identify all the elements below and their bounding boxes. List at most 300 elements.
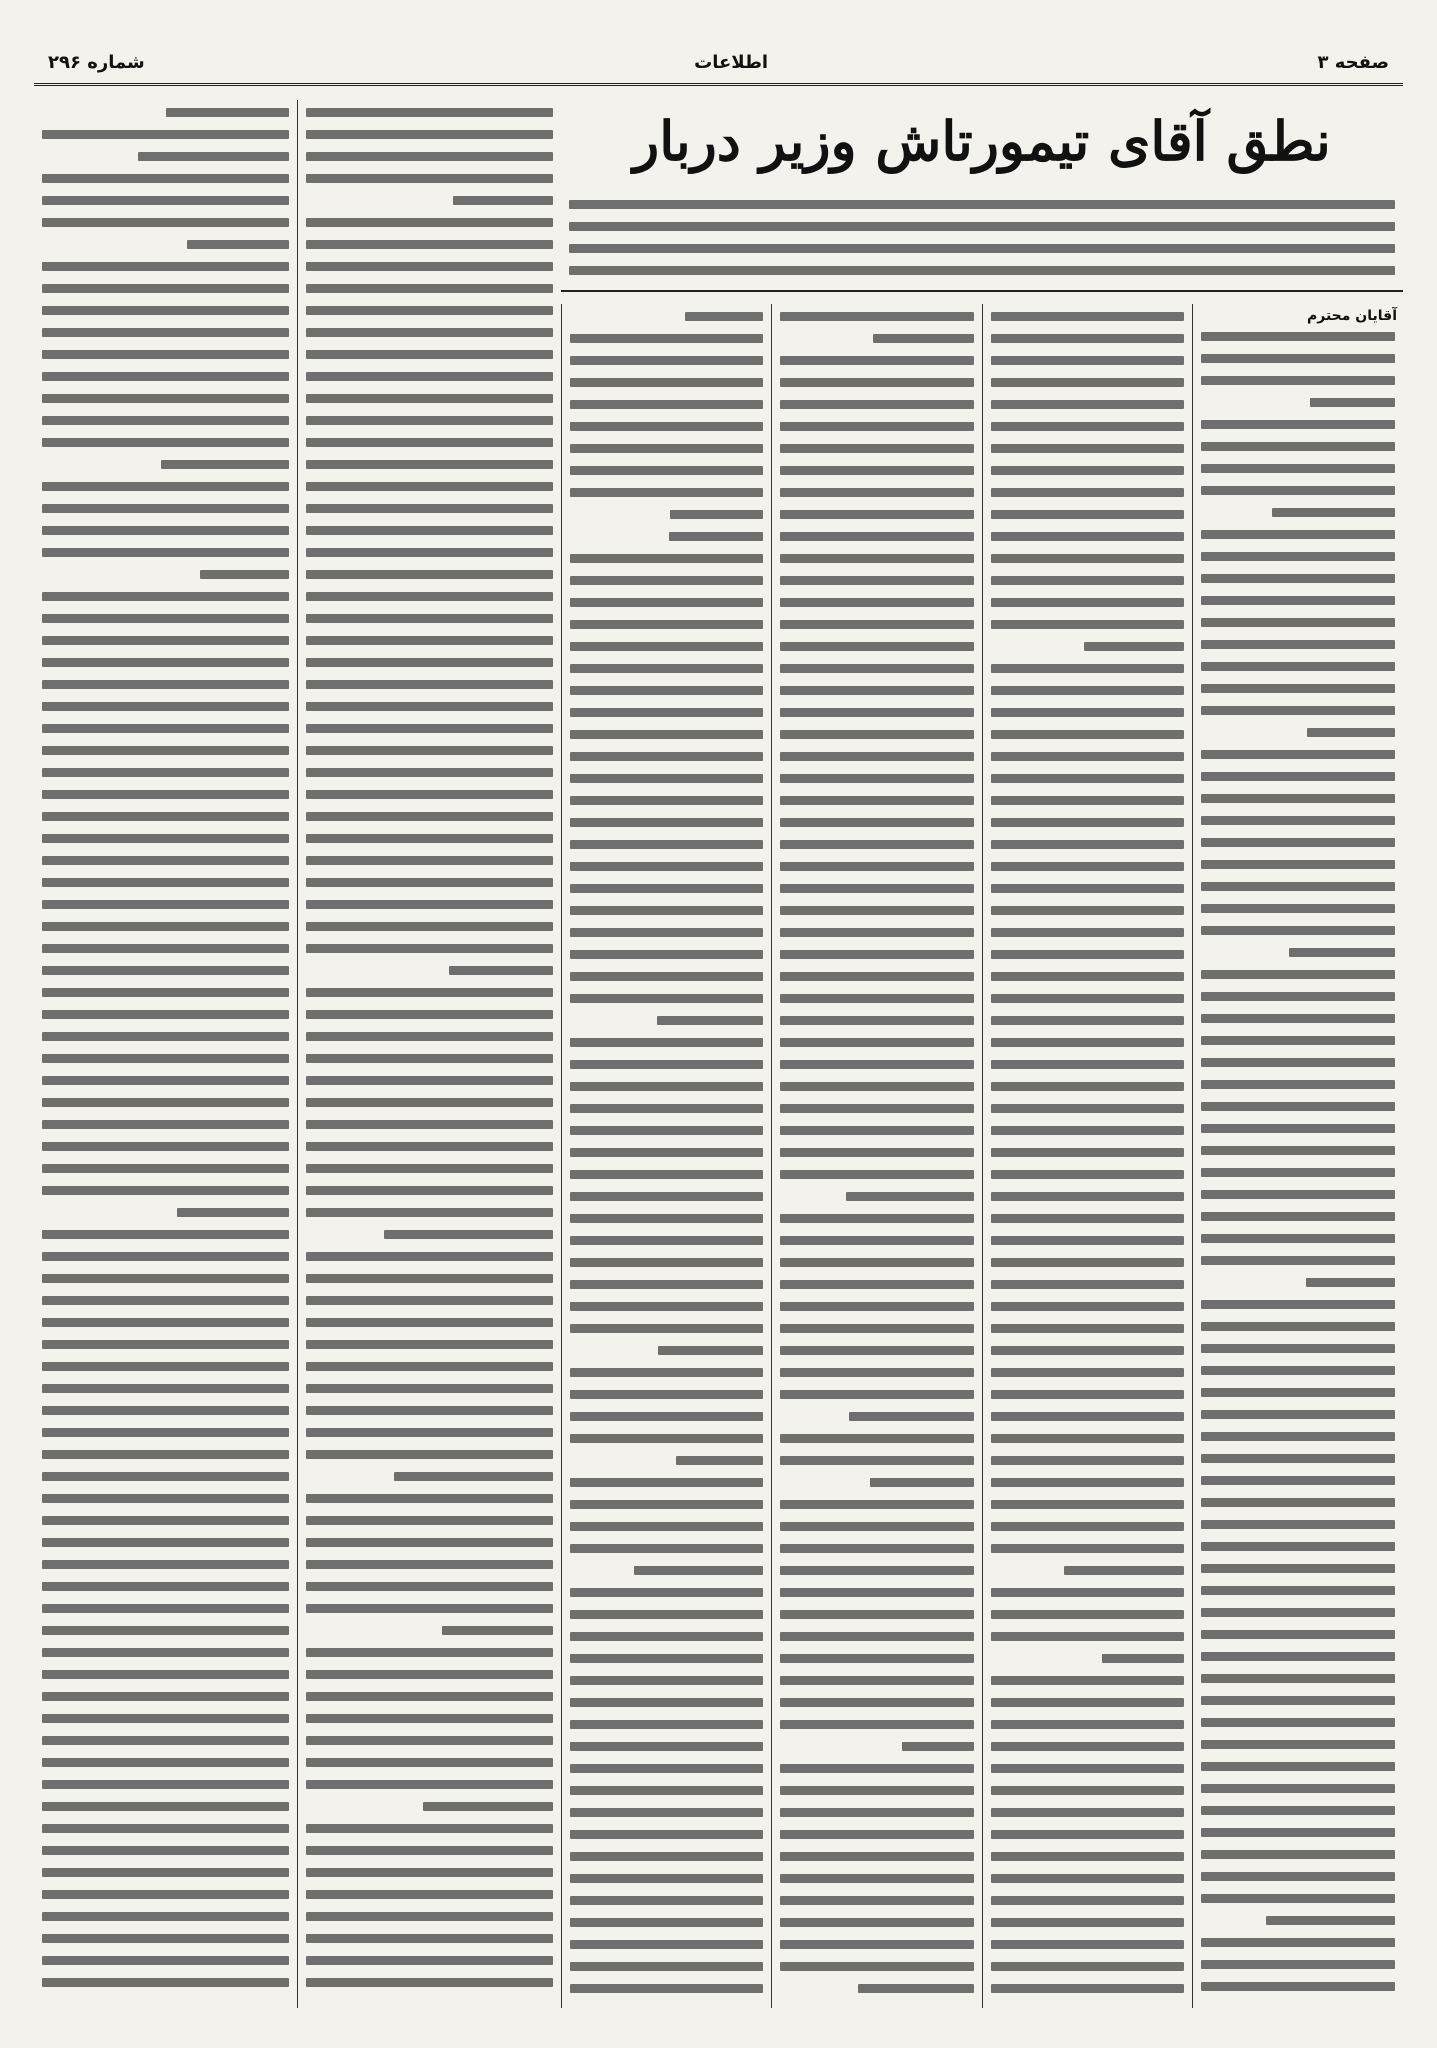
column-heading: آقایان محترم xyxy=(1306,308,1397,324)
text-line xyxy=(306,1186,553,1195)
column-2 xyxy=(982,304,1192,2008)
text-line xyxy=(42,1758,289,1767)
text-line xyxy=(42,526,289,535)
text-line xyxy=(42,1450,289,1459)
text-line xyxy=(780,1016,974,1025)
text-line xyxy=(780,1654,974,1663)
text-line xyxy=(569,244,1395,253)
text-line xyxy=(306,350,553,359)
text-line xyxy=(42,1406,289,1415)
text-line xyxy=(991,994,1184,1003)
text-line xyxy=(1201,1058,1395,1067)
article-headline: نطق آقای تیمورتاش وزیر دربار xyxy=(633,109,1331,173)
text-line xyxy=(42,284,289,293)
text-line xyxy=(780,312,974,321)
text-line xyxy=(42,658,289,667)
text-line xyxy=(780,422,974,431)
text-line xyxy=(991,972,1184,981)
text-line xyxy=(306,1736,553,1745)
text-line xyxy=(570,1060,763,1069)
text-line xyxy=(42,1560,289,1569)
text-line xyxy=(991,1148,1184,1157)
text-line xyxy=(306,526,553,535)
text-line xyxy=(570,862,763,871)
text-line xyxy=(1201,354,1395,363)
text-line xyxy=(42,1714,289,1723)
text-line xyxy=(570,1368,763,1377)
text-line xyxy=(570,1632,763,1641)
text-line xyxy=(1201,486,1395,495)
text-line xyxy=(1201,1982,1395,1991)
text-line xyxy=(1201,552,1395,561)
text-line xyxy=(42,1780,289,1789)
text-line xyxy=(780,906,974,915)
text-line xyxy=(42,1274,289,1283)
text-line xyxy=(849,1412,974,1421)
text-line xyxy=(570,1500,763,1509)
text-line xyxy=(1201,640,1395,649)
text-line xyxy=(306,1384,553,1393)
text-line xyxy=(306,372,553,381)
text-line xyxy=(306,1208,553,1217)
text-line xyxy=(570,1522,763,1531)
text-line xyxy=(780,1918,974,1927)
text-line xyxy=(780,1544,974,1553)
text-line xyxy=(780,1368,974,1377)
text-line xyxy=(42,702,289,711)
text-line xyxy=(306,1142,553,1151)
text-line xyxy=(676,1456,763,1465)
text-line xyxy=(991,862,1184,871)
text-line xyxy=(306,1362,553,1371)
text-line xyxy=(1201,442,1395,451)
text-line xyxy=(570,444,763,453)
text-line xyxy=(306,482,553,491)
text-line xyxy=(991,950,1184,959)
text-line xyxy=(42,1076,289,1085)
text-line xyxy=(780,1302,974,1311)
text-line xyxy=(306,1714,553,1723)
text-line xyxy=(780,620,974,629)
text-line xyxy=(570,356,763,365)
text-line xyxy=(991,378,1184,387)
masthead xyxy=(34,42,1403,86)
text-line xyxy=(780,664,974,673)
text-line xyxy=(200,570,289,579)
text-line xyxy=(570,598,763,607)
text-line xyxy=(42,350,289,359)
text-line xyxy=(780,950,974,959)
text-line xyxy=(42,988,289,997)
newspaper-page xyxy=(34,42,1403,2012)
text-line xyxy=(306,1890,553,1899)
text-line xyxy=(780,1148,974,1157)
text-line xyxy=(780,1258,974,1267)
text-line xyxy=(570,884,763,893)
text-line xyxy=(570,950,763,959)
text-line xyxy=(570,1874,763,1883)
text-line xyxy=(991,796,1184,805)
text-line xyxy=(991,730,1184,739)
text-line xyxy=(1201,1300,1395,1309)
text-line xyxy=(570,1698,763,1707)
text-line xyxy=(306,834,553,843)
text-line xyxy=(306,284,553,293)
text-line xyxy=(1201,1828,1395,1837)
text-line xyxy=(780,1610,974,1619)
text-line xyxy=(991,1852,1184,1861)
text-line xyxy=(1201,1102,1395,1111)
text-line xyxy=(991,1588,1184,1597)
text-line xyxy=(306,504,553,513)
text-line xyxy=(780,1786,974,1795)
text-line xyxy=(570,818,763,827)
text-line xyxy=(306,724,553,733)
text-line xyxy=(991,1698,1184,1707)
text-line xyxy=(42,900,289,909)
text-line xyxy=(1201,1498,1395,1507)
text-line xyxy=(991,334,1184,343)
text-line xyxy=(858,1984,974,1993)
text-line xyxy=(780,1830,974,1839)
text-line xyxy=(1102,1654,1184,1663)
text-line xyxy=(42,1318,289,1327)
text-line xyxy=(570,972,763,981)
text-line xyxy=(42,1164,289,1173)
text-line xyxy=(306,944,553,953)
text-line xyxy=(570,334,763,343)
text-line xyxy=(42,504,289,513)
text-line xyxy=(1201,860,1395,869)
text-line xyxy=(570,1896,763,1905)
text-line xyxy=(991,1192,1184,1201)
text-line xyxy=(991,1302,1184,1311)
text-line xyxy=(42,1604,289,1613)
column-text-lines xyxy=(42,108,289,2000)
text-line xyxy=(1201,1586,1395,1595)
text-line xyxy=(1266,1916,1395,1925)
text-line xyxy=(423,1802,553,1811)
text-line xyxy=(991,1522,1184,1531)
text-line xyxy=(991,466,1184,475)
text-line xyxy=(1272,508,1395,517)
text-line xyxy=(569,266,1395,275)
text-line xyxy=(1307,728,1395,737)
text-line xyxy=(780,1698,974,1707)
text-line xyxy=(634,1566,763,1575)
text-line xyxy=(42,1186,289,1195)
text-line xyxy=(570,686,763,695)
text-line xyxy=(780,1676,974,1685)
text-line xyxy=(1306,1278,1395,1287)
text-line xyxy=(780,444,974,453)
text-line xyxy=(42,592,289,601)
text-line xyxy=(991,1280,1184,1289)
text-line xyxy=(1201,1322,1395,1331)
text-line xyxy=(570,1720,763,1729)
text-line xyxy=(1201,1762,1395,1771)
text-line xyxy=(1201,1366,1395,1375)
text-line xyxy=(780,1720,974,1729)
text-line xyxy=(780,752,974,761)
text-line xyxy=(1064,1566,1184,1575)
text-line xyxy=(991,1060,1184,1069)
text-line xyxy=(187,240,289,249)
text-line xyxy=(991,1236,1184,1245)
column-1 xyxy=(1192,304,1403,2008)
text-line xyxy=(1201,1036,1395,1045)
text-line xyxy=(42,1582,289,1591)
text-line xyxy=(306,1516,553,1525)
text-line xyxy=(1201,1014,1395,1023)
text-line xyxy=(780,1962,974,1971)
text-line xyxy=(42,724,289,733)
text-line xyxy=(780,510,974,519)
text-line xyxy=(991,510,1184,519)
text-line xyxy=(42,1626,289,1635)
text-line xyxy=(780,774,974,783)
text-line xyxy=(1201,1564,1395,1573)
text-line xyxy=(1201,662,1395,671)
text-line xyxy=(1201,1234,1395,1243)
text-line xyxy=(873,334,974,343)
text-line xyxy=(991,884,1184,893)
text-line xyxy=(570,1192,763,1201)
text-line xyxy=(570,1962,763,1971)
text-line xyxy=(1201,1410,1395,1419)
text-line xyxy=(42,768,289,777)
text-line xyxy=(42,1912,289,1921)
text-line xyxy=(42,1670,289,1679)
text-line xyxy=(991,1412,1184,1421)
text-line xyxy=(570,774,763,783)
text-line xyxy=(669,532,763,541)
text-line xyxy=(570,422,763,431)
text-line xyxy=(1201,1124,1395,1133)
text-line xyxy=(570,400,763,409)
text-line xyxy=(780,972,974,981)
text-line xyxy=(780,1104,974,1113)
text-line xyxy=(570,1852,763,1861)
text-line xyxy=(991,488,1184,497)
text-line xyxy=(780,862,974,871)
text-line xyxy=(570,1390,763,1399)
text-line xyxy=(306,394,553,403)
text-line xyxy=(780,1632,974,1641)
column-3 xyxy=(771,304,982,2008)
text-line xyxy=(780,1500,974,1509)
text-line xyxy=(570,1412,763,1421)
text-line xyxy=(166,108,289,117)
text-line xyxy=(780,1566,974,1575)
text-line xyxy=(991,774,1184,783)
text-line xyxy=(306,1560,553,1569)
text-line xyxy=(394,1472,553,1481)
text-line xyxy=(42,1472,289,1481)
text-line xyxy=(306,130,553,139)
text-line xyxy=(1201,992,1395,1001)
text-line xyxy=(780,1852,974,1861)
text-line xyxy=(1201,1960,1395,1969)
text-line xyxy=(780,1280,974,1289)
text-line xyxy=(138,152,289,161)
text-line xyxy=(991,620,1184,629)
text-line xyxy=(42,262,289,271)
text-line xyxy=(780,730,974,739)
text-line xyxy=(780,1126,974,1135)
text-line xyxy=(1201,1740,1395,1749)
text-line xyxy=(658,1346,763,1355)
text-line xyxy=(991,840,1184,849)
text-line xyxy=(991,1456,1184,1465)
text-line xyxy=(780,378,974,387)
text-line xyxy=(780,1346,974,1355)
text-line xyxy=(42,1296,289,1305)
text-line xyxy=(846,1192,974,1201)
text-line xyxy=(1201,376,1395,385)
text-line xyxy=(1201,904,1395,913)
column-text-lines xyxy=(570,312,763,2000)
text-line xyxy=(306,592,553,601)
column-6 xyxy=(34,100,297,2008)
text-line xyxy=(306,1780,553,1789)
text-line xyxy=(306,1428,553,1437)
text-line xyxy=(42,1648,289,1657)
text-line xyxy=(780,1940,974,1949)
text-line xyxy=(306,1670,553,1679)
text-line xyxy=(42,372,289,381)
text-line xyxy=(991,356,1184,365)
text-line xyxy=(991,1346,1184,1355)
text-line xyxy=(1201,1872,1395,1881)
text-line xyxy=(570,730,763,739)
text-line xyxy=(991,1038,1184,1047)
text-line xyxy=(570,620,763,629)
text-line xyxy=(306,922,553,931)
text-line xyxy=(1201,684,1395,693)
text-line xyxy=(306,900,553,909)
newspaper-title: اطلاعات xyxy=(694,52,769,73)
text-line xyxy=(1201,926,1395,935)
text-line xyxy=(570,576,763,585)
text-line xyxy=(1201,1674,1395,1683)
text-line xyxy=(1201,1520,1395,1529)
text-line xyxy=(42,1010,289,1019)
column-text-lines xyxy=(991,312,1184,2000)
text-line xyxy=(306,1098,553,1107)
text-line xyxy=(1289,948,1395,957)
text-line xyxy=(306,1494,553,1503)
text-line xyxy=(780,532,974,541)
text-line xyxy=(991,928,1184,937)
text-line xyxy=(306,460,553,469)
text-line xyxy=(42,196,289,205)
text-line xyxy=(306,1274,553,1283)
text-line xyxy=(780,554,974,563)
text-line xyxy=(42,614,289,623)
text-line xyxy=(306,174,553,183)
text-line xyxy=(306,1868,553,1877)
text-line xyxy=(306,1758,553,1767)
text-line xyxy=(991,312,1184,321)
text-line xyxy=(306,746,553,755)
text-line xyxy=(1201,1806,1395,1815)
text-line xyxy=(991,1874,1184,1883)
text-line xyxy=(306,878,553,887)
text-line xyxy=(42,1802,289,1811)
text-line xyxy=(570,1082,763,1091)
text-line xyxy=(42,130,289,139)
text-line xyxy=(1201,1190,1395,1199)
text-line xyxy=(1201,618,1395,627)
text-line xyxy=(42,1978,289,1987)
column-4 xyxy=(561,304,771,2008)
text-line xyxy=(780,1434,974,1443)
text-line xyxy=(991,1984,1184,1993)
text-line xyxy=(42,1252,289,1261)
text-line xyxy=(1201,1894,1395,1903)
text-line xyxy=(991,1808,1184,1817)
text-line xyxy=(780,1522,974,1531)
text-line xyxy=(991,1544,1184,1553)
text-line xyxy=(991,1126,1184,1135)
text-line xyxy=(991,1830,1184,1839)
text-line xyxy=(991,686,1184,695)
text-line xyxy=(870,1478,974,1487)
text-line xyxy=(42,790,289,799)
text-line xyxy=(1201,1784,1395,1793)
text-line xyxy=(991,1434,1184,1443)
text-line xyxy=(570,1742,763,1751)
text-line xyxy=(306,658,553,667)
text-line xyxy=(306,768,553,777)
text-line xyxy=(1201,970,1395,979)
text-line xyxy=(780,840,974,849)
text-line xyxy=(306,680,553,689)
article-intro xyxy=(561,192,1403,292)
text-line xyxy=(42,1230,289,1239)
text-line xyxy=(570,1654,763,1663)
text-line xyxy=(991,1940,1184,1949)
text-line xyxy=(570,840,763,849)
text-line xyxy=(42,1032,289,1041)
text-line xyxy=(306,1120,553,1129)
text-line xyxy=(991,1082,1184,1091)
text-line xyxy=(306,218,553,227)
text-line xyxy=(780,686,974,695)
text-line xyxy=(780,818,974,827)
text-line xyxy=(42,1934,289,1943)
text-line xyxy=(657,1016,763,1025)
text-line xyxy=(42,944,289,953)
text-line xyxy=(1201,1938,1395,1947)
text-line xyxy=(306,1340,553,1349)
text-line xyxy=(991,664,1184,673)
text-line xyxy=(991,752,1184,761)
text-line xyxy=(306,636,553,645)
text-line xyxy=(306,1010,553,1019)
text-line xyxy=(306,570,553,579)
text-line xyxy=(306,240,553,249)
text-line xyxy=(42,438,289,447)
text-line xyxy=(991,1170,1184,1179)
text-line xyxy=(570,1104,763,1113)
text-line xyxy=(780,1896,974,1905)
text-line xyxy=(42,306,289,315)
text-line xyxy=(570,752,763,761)
text-line xyxy=(306,1824,553,1833)
text-line xyxy=(570,1148,763,1157)
